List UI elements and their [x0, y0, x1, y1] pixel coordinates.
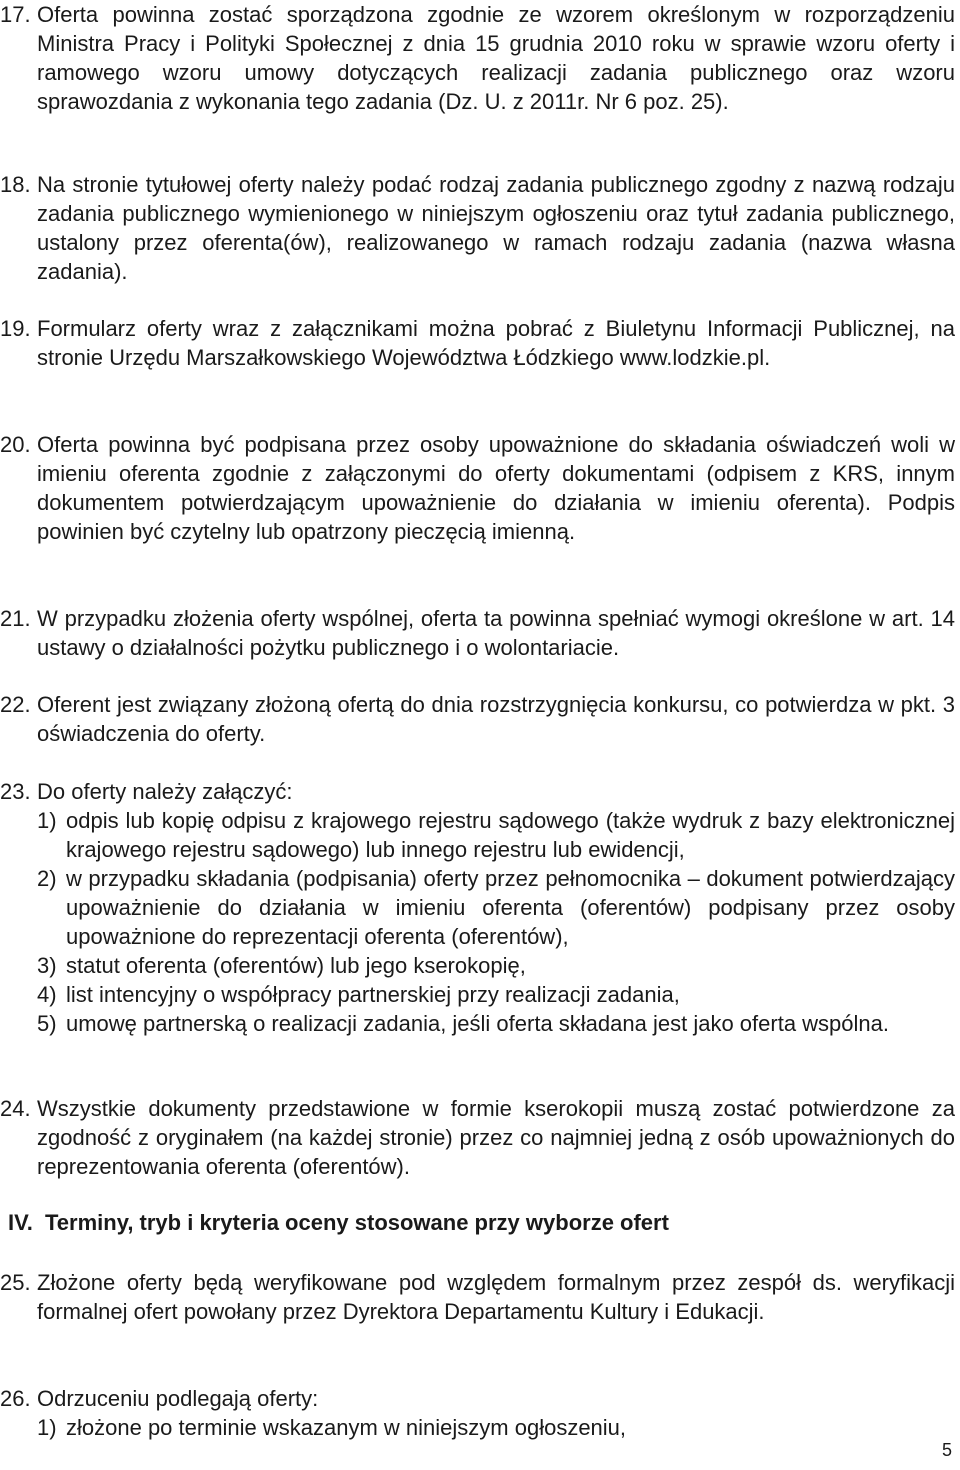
item-text: Do oferty należy załączyć: [37, 779, 293, 804]
item-text: Oferta powinna zostać sporządzona zgodnie ze wzorem określonym w rozporządzeniu Ministra Pracy i Polityki Społecznej z dnia 15 grudnia 2010 roku w sprawie wzoru oferty i ramowego wzoru umowy dotyczących realizacji zadania publicznego oraz wzoru sprawozdania z wykonania tego zadania (Dz. U. z 2011r. Nr 6 poz. 25). [37, 2, 955, 114]
list-item-26 [0, 1384, 955, 1442]
list-item-25 [0, 1268, 955, 1326]
item-text: Na stronie tytułowej oferty należy podać rodzaj zadania publicznego zgodny z nazwą rodzaju zadania publicznego wymienionego w niniejszym ogłoszeniu oraz tytuł zadania publicznego, ustalony przez oferenta(ów), realizowanego w ramach rodzaju zadania (nazwa własna zadania). [37, 172, 955, 284]
list-item-17 [0, 0, 955, 116]
list-item-19 [0, 314, 955, 372]
item-text: Oferta powinna być podpisana przez osoby upoważnione do składania oświadczeń woli w imieniu oferenta zgodnie z załączonymi do oferty dokumentami (odpisem z KRS, innym dokumentem potwierdzającym upoważnienie do działania w imieniu oferenta). Podpis powinien być czytelny lub opatrzony pieczęcią imienną. [37, 432, 955, 544]
list-item-24 [0, 1094, 955, 1181]
item-text: Formularz oferty wraz z załącznikami można pobrać z Biuletynu Informacji Publicznej, na stronie Urzędu Marszałkowskiego Województwa Łódzkiego www.lodzkie.pl. [37, 316, 955, 370]
list-item-18 [0, 170, 955, 286]
sub-item-5 [37, 1009, 955, 1038]
sub-item-number: 2) [37, 866, 57, 891]
item-number: 23. [0, 779, 31, 804]
sub-item-text: odpis lub kopię odpisu z krajowego rejestru sądowego (także wydruk z bazy elektronicznej krajowego rejestru sądowego) lub innego rejestru lub ewidencji, [66, 808, 955, 862]
sub-item-number: 3) [37, 953, 57, 978]
item-number: 22. [0, 692, 31, 717]
item-number: 20. [0, 432, 31, 457]
item-number: 18. [0, 172, 31, 197]
sub-item-1 [37, 806, 955, 864]
list-item-20 [0, 430, 955, 546]
sub-item-number: 1) [37, 808, 57, 833]
item-text: W przypadku złożenia oferty wspólnej, oferta ta powinna spełniać wymogi określone w art. 14 ustawy o działalności pożytku publicznego i o wolontariacie. [37, 606, 955, 660]
item-text: Odrzuceniu podlegają oferty: [37, 1386, 319, 1411]
page-number: 5 [941, 1440, 952, 1460]
item-text: Oferent jest związany złożoną ofertą do dnia rozstrzygnięcia konkursu, co potwierdza w pkt. 3 oświadczenia do oferty. [37, 692, 955, 746]
item-number: 21. [0, 606, 31, 631]
list-item-22 [0, 690, 955, 748]
sub-item-number: 1) [37, 1415, 57, 1440]
list-item-23 [0, 777, 955, 1038]
sub-item-text: list intencyjny o współpracy partnerskiej przy realizacji zadania, [66, 982, 680, 1007]
sub-item-2 [37, 864, 955, 951]
item-number: 25. [0, 1270, 31, 1295]
sub-item-number: 4) [37, 982, 57, 1007]
item-number: 19. [0, 316, 31, 341]
item-number: 24. [0, 1096, 31, 1121]
list-item-21 [0, 604, 955, 662]
sub-item-text: złożone po terminie wskazanym w niniejszym ogłoszeniu, [66, 1415, 627, 1440]
sub-item-4 [37, 980, 955, 1009]
sub-item-text: w przypadku składania (podpisania) oferty przez pełnomocnika – dokument potwierdzający upoważnienie do działania w imieniu oferenta (oferentów) podpisany przez osoby upoważnione do reprezentacji oferenta (oferentów), [66, 866, 955, 949]
item-number: 26. [0, 1386, 31, 1411]
section-number: IV. [8, 1210, 33, 1235]
sub-item-text: umowę partnerską o realizacji zadania, jeśli oferta składana jest jako oferta wspólna. [66, 1011, 889, 1036]
section-title: Terminy, tryb i kryteria oceny stosowane przy wyborze ofert [45, 1210, 669, 1235]
item-text: Wszystkie dokumenty przedstawione w formie kserokopii muszą zostać potwierdzone za zgodność z oryginałem (na każdej stronie) przez co najmniej jedną z osób upoważnionych do reprezentowania oferenta (oferentów). [37, 1096, 955, 1179]
sub-item-1 [37, 1413, 955, 1442]
sub-item-number: 5) [37, 1011, 57, 1036]
sub-item-3 [37, 951, 955, 980]
sub-item-text: statut oferenta (oferentów) lub jego kserokopię, [66, 953, 526, 978]
item-text: Złożone oferty będą weryfikowane pod względem formalnym przez zespół ds. weryfikacji formalnej ofert powołany przez Dyrektora Departamentu Kultury i Edukacji. [37, 1270, 955, 1324]
section-heading [8, 1208, 669, 1237]
item-number: 17. [0, 2, 31, 27]
